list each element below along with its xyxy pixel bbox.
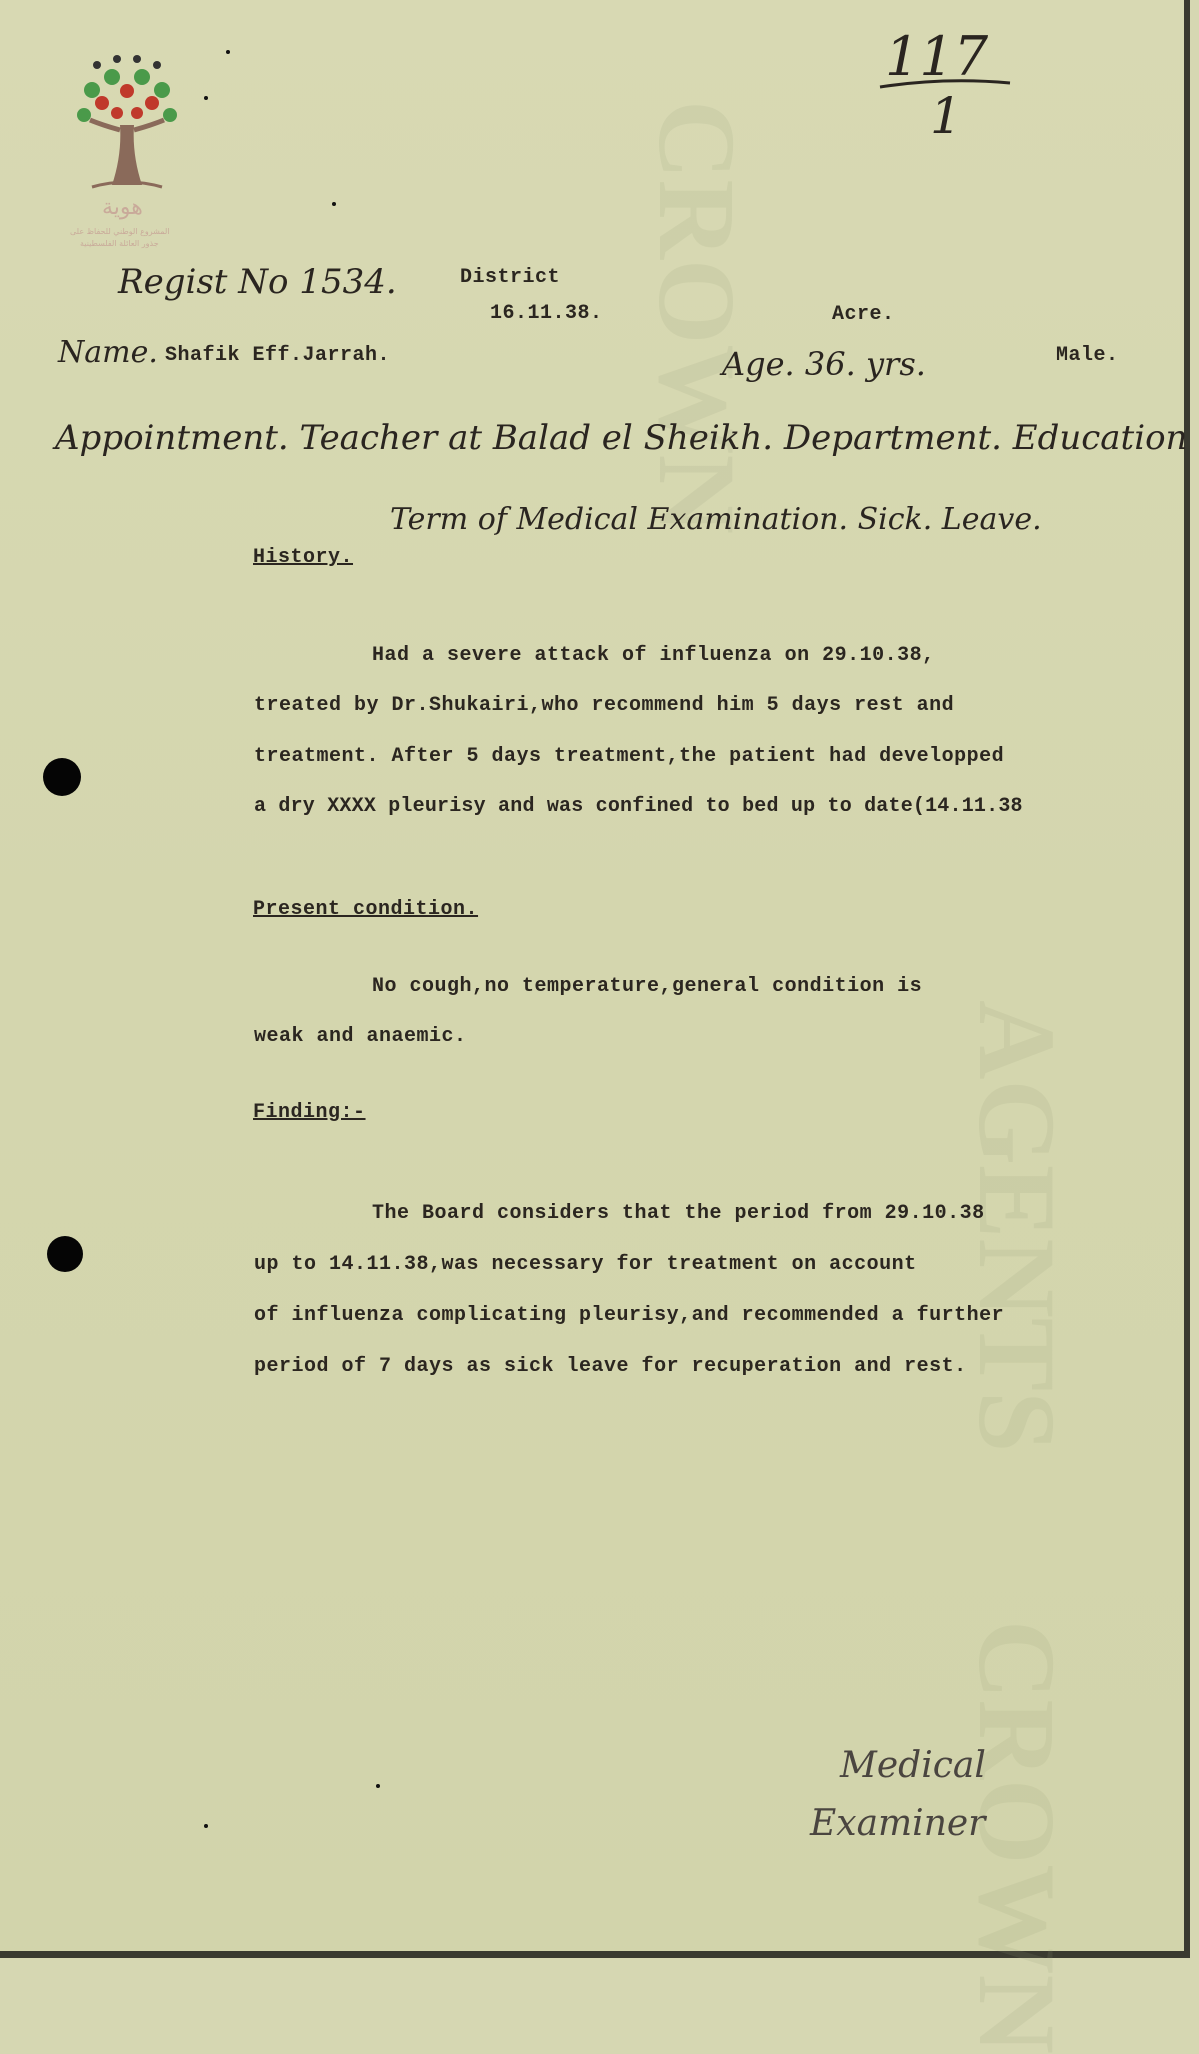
patient-age: Age. 36. yrs. xyxy=(722,345,926,383)
finding-line: of influenza complicating pleurisy,and recommended a further xyxy=(254,1304,1005,1327)
speck xyxy=(332,202,336,206)
speck xyxy=(204,96,208,100)
signature xyxy=(810,1745,1140,1875)
finding-line: The Board considers that the period from 29.10.38 xyxy=(372,1202,985,1225)
register-number: Regist No 1534. xyxy=(118,262,397,302)
speck xyxy=(376,1784,380,1788)
page-number-bottom: 1 xyxy=(930,87,962,145)
finding-line: period of 7 days as sick leave for recuperation and rest. xyxy=(254,1355,967,1378)
logo-name: هوية xyxy=(102,195,143,220)
speck xyxy=(226,50,230,54)
exam-term: Term of Medical Examination. Sick. Leave. xyxy=(390,502,1042,537)
present-condition-heading: Present condition. xyxy=(253,898,479,921)
watermark: AGENTS xyxy=(956,1000,1078,1453)
logo-line2: جذور العائلة الفلسطينية xyxy=(80,239,159,248)
history-line: treated by Dr.Shukairi,who recommend him 5 days rest and xyxy=(254,694,955,717)
signature-line1: Medical xyxy=(840,1745,986,1786)
finding-line: up to 14.11.38,was necessary for treatment on account xyxy=(254,1253,917,1276)
patient-sex: Male. xyxy=(1056,344,1119,367)
history-line: a dry XXXX pleurisy and was confined to bed up to date(14.11.38 xyxy=(254,795,1023,818)
punch-hole xyxy=(43,758,81,796)
history-heading: History. xyxy=(253,546,354,569)
speck xyxy=(204,1824,208,1828)
finding-heading: Finding:- xyxy=(253,1101,366,1124)
logo-line1: المشروع الوطني للحفاظ على xyxy=(70,227,170,236)
heritage-logo xyxy=(62,45,192,255)
page-number-top: 117 xyxy=(885,25,989,88)
patient-name: Shafik Eff.Jarrah. xyxy=(165,344,391,367)
punch-hole xyxy=(47,1236,83,1272)
watermark: CROWN xyxy=(636,100,758,534)
signature-line2: Examiner xyxy=(810,1803,986,1844)
district-label: District xyxy=(460,266,561,289)
appointment: Appointment. Teacher at Balad el Sheikh. Department. Education xyxy=(55,418,1188,458)
name-label: Name. xyxy=(58,335,158,370)
history-line: treatment. After 5 days treatment,the patient had developped xyxy=(254,745,1005,768)
document-date: 16.11.38. xyxy=(490,302,603,325)
watermark: CROWN xyxy=(956,1620,1078,2054)
present-condition-line: weak and anaemic. xyxy=(254,1025,467,1048)
page-number xyxy=(870,25,1020,145)
location: Acre. xyxy=(832,303,895,326)
present-condition-line: No cough,no temperature,general condition is xyxy=(372,975,923,998)
history-line: Had a severe attack of influenza on 29.10.38, xyxy=(372,644,935,667)
family-tree-logo-icon xyxy=(62,45,192,195)
